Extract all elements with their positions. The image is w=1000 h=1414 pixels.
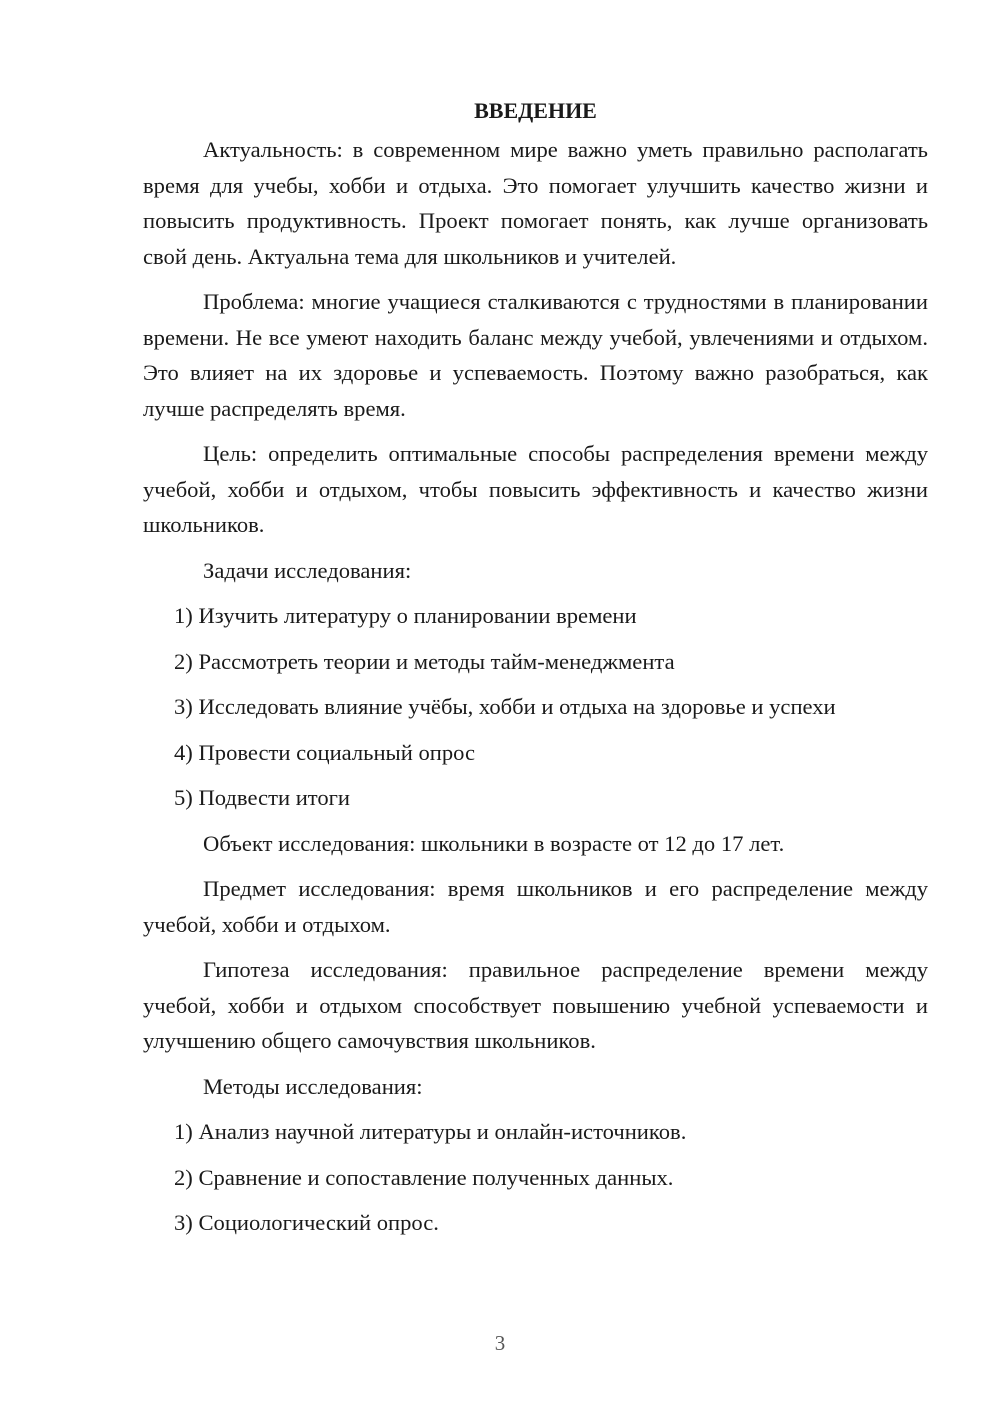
page-title: ВВЕДЕНИЕ — [474, 98, 597, 123]
list-item: 3) Исследовать влияние учёбы, хобби и отдыха на здоровье и успехи — [174, 694, 836, 719]
list-item: 5) Подвести итоги — [174, 785, 351, 810]
tasks-heading: Задачи исследования: — [203, 557, 412, 583]
relevance-paragraph: Актуальность: в современном мире важно уметь правильно располагать время для учебы, хобби и отдыха. Это помогает улучшить качество жизни и повысить продуктивность. Проект помогает понять, как лучше организовать свой день. Актуальна тема для школьников и учителей. — [143, 137, 928, 269]
list-item: 2) Рассмотреть теории и методы тайм-менеджмента — [174, 648, 675, 674]
list-item: 4) Провести социальный опрос — [174, 739, 476, 765]
methods-heading: Методы исследования: — [203, 1073, 423, 1099]
list-item: 2) Сравнение и сопоставление полученных данных. — [174, 1164, 674, 1190]
list-item: 1) Анализ научной литературы и онлайн-источников. — [174, 1119, 687, 1144]
list-item: 3) Социологический опрос. — [174, 1210, 439, 1235]
problem-paragraph: Проблема: многие учащиеся сталкиваются с трудностями в планировании времени. Не все умеют находить баланс между учебой, увлечениями и отдыхом. Это влияет на их здоровье и успеваемость. Поэтому важно разобраться, как лучше распределять время. — [143, 289, 928, 421]
list-item: 1) Изучить литературу о планировании времени — [174, 603, 637, 628]
hypothesis-paragraph: Гипотеза исследования: правильное распределение времени между учебой, хобби и отдыхом способствует повышению учебной успеваемости и улучшению общего самочувствия школьников. — [143, 957, 928, 1053]
methods-list — [143, 1114, 928, 1241]
object-paragraph: Объект исследования: школьники в возрасте от 12 до 17 лет. — [203, 830, 785, 856]
goal-paragraph: Цель: определить оптимальные способы распределения времени между учебой, хобби и отдыхом, чтобы повысить эффективность и качество жизни школьников. — [143, 441, 928, 537]
subject-paragraph: Предмет исследования: время школьников и его распределение между учебой, хобби и отдыхом. — [143, 876, 928, 937]
document-body — [143, 93, 928, 1251]
tasks-list — [143, 598, 928, 816]
page-number: 3 — [494, 1331, 506, 1355]
